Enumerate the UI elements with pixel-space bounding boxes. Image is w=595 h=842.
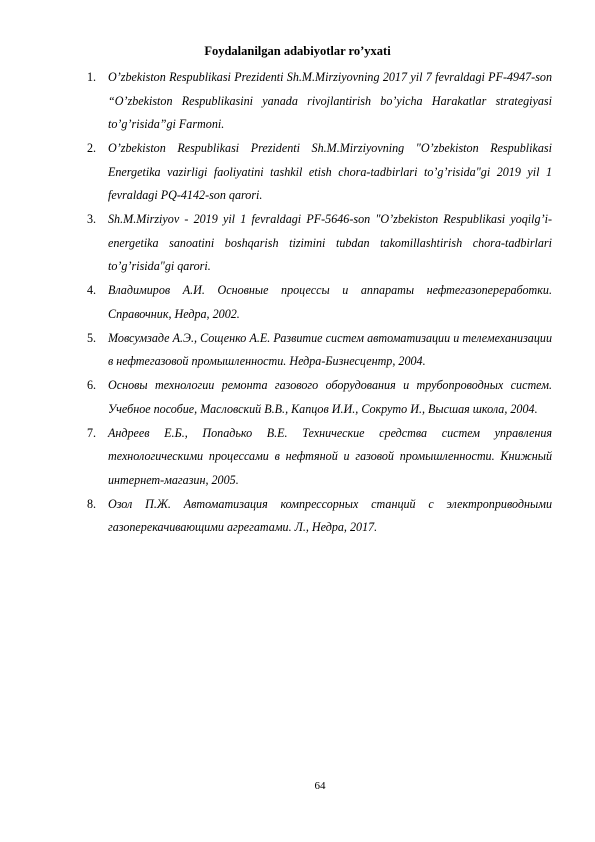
reference-item — [87, 137, 552, 208]
reference-number: 2. — [87, 141, 97, 156]
reference-text: Владимиров А.И. Основные процессы и аппараты нефтегазопереработки. Справочник, Недра, 2002. — [108, 283, 552, 321]
reference-text: Андреев Е.Б., Попадько В.Е. Технические средства систем управления технологическими процессами в нефтяной и газовой промышленности. Книжный интернет-магазин, 2005. — [108, 425, 552, 487]
reference-number: 1. — [87, 70, 97, 84]
reference-item — [87, 374, 552, 421]
reference-item — [87, 493, 552, 540]
reference-item — [87, 66, 552, 137]
reference-number: 4. — [87, 283, 97, 298]
reference-number: 7. — [87, 425, 97, 440]
reference-text: Основы технологии ремонта газового оборудования и трубопроводных систем. Учебное пособие, Масловский В.В., Капцов И.И., Сокруто И., Высшая школа, 2004. — [108, 378, 552, 416]
reference-number: 5. — [87, 330, 97, 345]
reference-number: 6. — [87, 378, 97, 393]
reference-text: Sh.M.Mirziyov - 2019 yil 1 fevraldagi PF-5646-son "O’zbekiston Respublikasi yoqilg’i-energetika sanoatini boshqarish tizimini tubdan takomillashtirish chora-tadbirlari to’g’risida"gi qarori. — [108, 212, 552, 274]
page-title: Foydalanilgan adabiyotlar ro’yxati — [204, 44, 391, 58]
reference-item — [87, 327, 552, 374]
reference-item — [87, 422, 552, 493]
reference-text: Мовсумзаде А.Э., Сощенко А.Е. Развитие систем автоматизации и телемеханизации в нефтегазовой промышленности. Недра-Бизнесцентр, 2004. — [108, 330, 552, 369]
reference-item — [87, 279, 552, 326]
page-number: 64 — [314, 780, 326, 792]
reference-item — [87, 208, 552, 279]
reference-list — [87, 66, 552, 540]
reference-text: O’zbekiston Respublikasi Prezidenti Sh.M.Mirziyovning 2017 yil 7 fevraldagi PF-4947-son “O’zbekiston Respublikasini yanada rivojlantirish bo’yicha Harakatlar strategiyasi to’g’risida”gi Farmoni. — [108, 70, 552, 132]
reference-text: Озол П.Ж. Автоматизация компрессорных станций с электроприводными газоперекачивающими агрегатами. Л., Недра, 2017. — [108, 496, 552, 535]
reference-text: O’zbekiston Respublikasi Prezidenti Sh.M.Mirziyovning "O’zbekiston Respublikasi Energetika vazirligi faoliyatini tashkil etish chora-tadbirlari to’g’risida"gi 2019 yil 1 fevraldagi PQ-4142-son qarori. — [108, 141, 552, 203]
reference-number: 3. — [87, 212, 97, 227]
reference-number: 8. — [87, 496, 97, 511]
